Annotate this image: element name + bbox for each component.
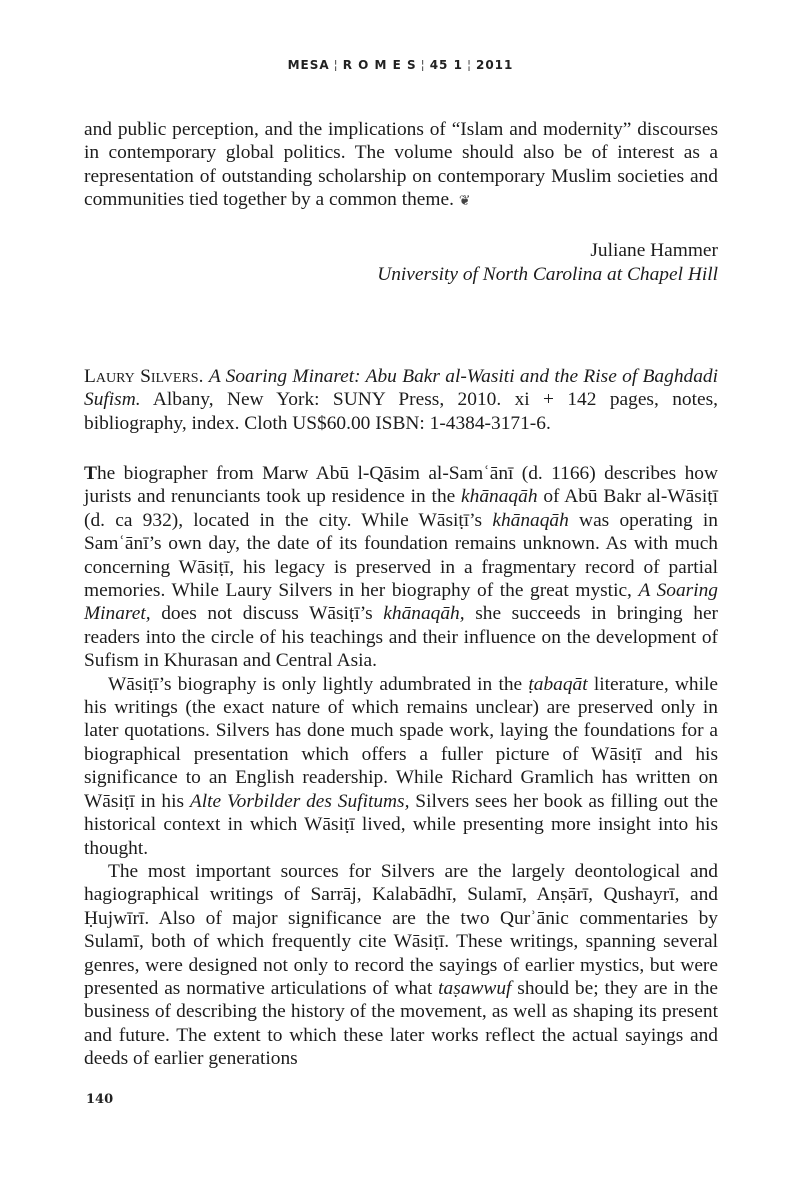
- text-run: of Abū Bakr al-Wāsiṭī (d. ca 932), located in the city. While Wāsiṭī’s: [84, 486, 718, 531]
- italic-term: khānaqāh,: [383, 603, 465, 625]
- review-paragraph-3: [84, 860, 718, 1071]
- book-citation: [84, 365, 718, 435]
- italic-term: khānaqāh: [461, 486, 538, 508]
- reviewer-signature: [84, 239, 718, 287]
- review-paragraph-2: [84, 673, 718, 860]
- header-separator: ¦: [466, 58, 472, 72]
- text-run: literature, while his writings (the exact nature of which remains unclear) are preserved only in later quotations. Silvers has done much spade work, laying the foundations for a biographical presentation which offers a fuller picture of Wāsiṭī and his significance to an English readership. While Richard Gramlich has written on Wāsiṭī in his: [84, 673, 718, 812]
- italic-term: ṭabaqāt: [528, 673, 588, 695]
- reviewer-name: Juliane Hammer: [590, 240, 718, 261]
- volume-issue: 45 1: [429, 58, 463, 72]
- italic-title: Alte Vorbilder des Sufitums,: [189, 790, 410, 812]
- book-author: Laury Silvers.: [84, 366, 204, 387]
- page-number: 140: [86, 1092, 114, 1107]
- review-body: [84, 462, 718, 1071]
- italic-term: khānaqāh: [492, 509, 569, 531]
- text-run: should be; they are in the business of describing the history of the movement, as well as shaping its present and future. The extent to which these later works reflect the actual sayings and deeds of earlier generations: [84, 977, 718, 1070]
- italic-term: taṣawwuf: [438, 977, 512, 999]
- closing-paragraph: and public perception, and the implications of “Islam and modernity” discourses in contemporary global politics. The volume should also be of interest as a representation of outstanding scholarship on contemporary Muslim societies and communities tied together by a common theme.: [84, 119, 718, 211]
- journal-name: MESA: [287, 58, 330, 72]
- text-run: Silvers sees her book as filling out the historical context in which Wāsiṭī lived, while presenting more insight into his thought.: [84, 790, 719, 859]
- previous-review-ending: [84, 118, 718, 214]
- book-publication: Albany, New York: SUNY Press, 2010. xi + 142 pages, notes, bibliography, index. Cloth US$60.00 ISBN: 1-4384-3171-6.: [84, 389, 718, 434]
- text-run: he biographer from Marw Abū l-Qāsim al-Samʿānī (d. 1166) describes how jurists and renunciants took up residence in the: [84, 463, 718, 508]
- review-paragraph-1: [84, 462, 718, 673]
- text-run: was operating in Samʿānī’s own day, the date of its foundation remains unknown. As with much concerning Wāsiṭī, his legacy is preserved in a fragmentary record of partial memories. While Laury Silvers in her biography of the great mystic,: [84, 509, 718, 602]
- text-run: does not discuss Wāsiṭī’s: [150, 603, 384, 625]
- lead-letter: T: [84, 463, 97, 484]
- text-run: she succeeds in bringing her readers into the circle of his teachings and their influence on the development of Sufism in Khurasan and Central Asia.: [84, 603, 719, 672]
- year: 2011: [475, 58, 514, 72]
- book-title: A Soaring Minaret: Abu Bakr al-Wasiti and the Rise of Baghdadi Sufism.: [84, 366, 718, 411]
- running-head: [0, 58, 801, 72]
- header-separator: ¦: [333, 58, 339, 72]
- fleuron-icon: ❦: [458, 194, 471, 210]
- italic-title: A Soaring Minaret,: [84, 580, 718, 625]
- section-name: R O M E S: [342, 58, 417, 72]
- text-run: The most important sources for Silvers are the largely deontological and hagiographical writings of Sarrāj, Kalabādhī, Sulamī, Anṣārī, Qushayrī, and Ḥujwīrī. Also of major significance are the two Qurʾānic commentaries by Sulamī, both of which frequently cite Wāsiṭī. These writings, spanning several genres, were designed not only to record the sayings of earlier mystics, but were presented as normative articulations of what: [84, 860, 718, 999]
- text-run: Wāsiṭī’s biography is only lightly adumbrated in the: [108, 673, 529, 695]
- reviewer-affiliation: University of North Carolina at Chapel Hill: [377, 264, 718, 285]
- header-separator: ¦: [420, 58, 426, 72]
